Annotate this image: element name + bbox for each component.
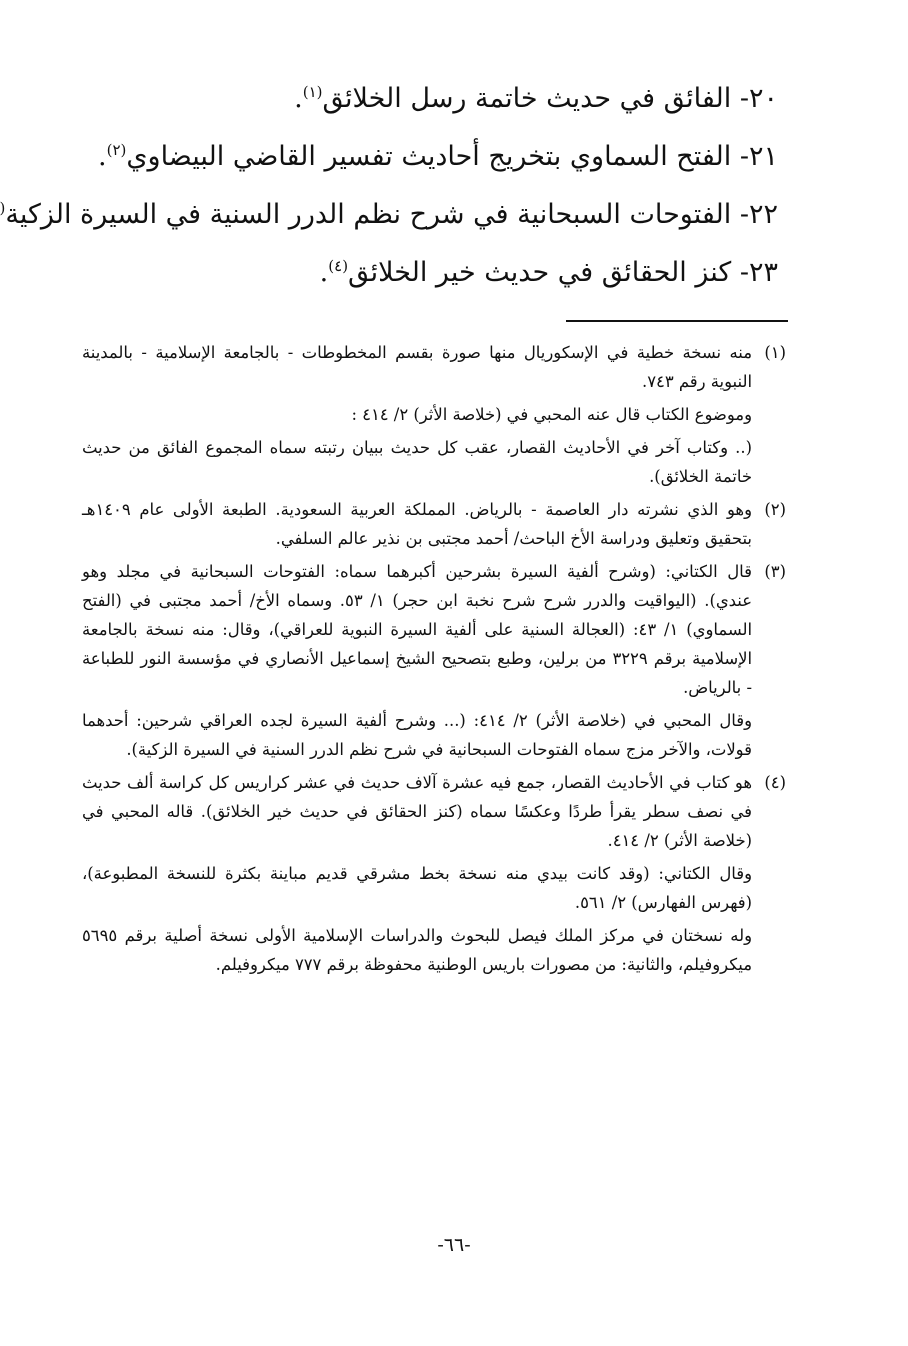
footnote-paragraph: وقال الكتاني: (وقد كانت بيدي منه نسخة بخط مشرقي قديم مباينة بكثرة للنسخة المطبوعة)، (فهرس الفهارس) ٢/ ٥٦١. bbox=[82, 864, 752, 912]
footnote-number: (٢) bbox=[764, 500, 786, 519]
footnote-number: (١) bbox=[764, 343, 786, 362]
footnote-separator bbox=[566, 320, 788, 322]
footnote-paragraph: هو كتاب في الأحاديث القصار، جمع فيه عشرة آلاف حديث في عشر كراريس كل كراسة ألف حديث في نصف سطر يقرأ طردًا وعكسًا سماه (كنز الحقائق في حديث خير الخلائق). قاله المحبي في (خلاصة الأثر) ٢/ ٤١٤. bbox=[82, 773, 752, 850]
footnote-paragraph: وله نسختان في مركز الملك فيصل للبحوث والدراسات الإسلامية الأولى نسخة أصلية برقم ٥٦٩٥ ميكروفيلم، والثانية: من مصورات باريس الوطنية محفوظة برقم ٧٧٧ ميكروفيلم. bbox=[82, 926, 752, 974]
list-item: ٢٢- الفتوحات السبحانية في شرح نظم الدرر السنية في السيرة الزكية( bbox=[90, 186, 778, 244]
footnote-paragraph: وقال المحبي في (خلاصة الأثر) ٢/ ٤١٤: (... وشرح ألفية السيرة لجده العراقي شرحين: أحدهما قولات، والآخر مزج سماه الفتوحات السبحانية في شرح نظم الدرر السنية في السيرة الزكية). bbox=[82, 711, 752, 759]
footnote-1 bbox=[82, 338, 786, 491]
page-number: -٦٦- bbox=[437, 1234, 471, 1256]
list-item: ٢٣- كنز الحقائق في حديث خير الخلائق$^{(٤)}$. bbox=[319, 257, 778, 288]
footnote-paragraph: منه نسخة خطية في الإسكوريال منها صورة بقسم المخطوطات - بالجامعة الإسلامية - بالمدينة النبوية رقم ٧٤٣. bbox=[82, 343, 752, 391]
list-item: ٢٠- الفائق في حديث خاتمة رسل الخلائق$^{(١)}$. bbox=[294, 83, 778, 114]
footnote-2 bbox=[82, 495, 786, 553]
footnote-paragraph: وهو الذي نشرته دار العاصمة - بالرياض. المملكة العربية السعودية. الطبعة الأولى عام ١٤٠٩هـ بتحقيق وتعليق ودراسة الأخ الباحث/ أحمد مجتبى بن نذير عالم السلفي. bbox=[82, 500, 752, 548]
footnote-paragraph: قال الكتاني: (وشرح ألفية السيرة بشرحين أكبرهما سماه: الفتوحات السبحانية في مجلد وهو عندي). (اليواقيت والدرر شرح شرح نخبة ابن حجر) ١/ ٥٣. وسماه الأخ/ أحمد مجتبى في (الفتح السماوي) ١/ ٤٣: (العجالة السنية على ألفية السيرة النبوية للعراقي)، وقال: منه نسخة بالجامعة الإسلامية برقم ٣٢٢٩ من برلين، وطبع بتصحيح الشيخ إسماعيل الأنصاري في مؤسسة النور للطباعة - بالرياض. bbox=[82, 562, 753, 697]
footnote-number: (٤) bbox=[764, 773, 786, 792]
footnotes bbox=[82, 338, 786, 983]
footnote-ref: (٢) bbox=[106, 141, 127, 159]
footnote-ref: (١) bbox=[302, 83, 323, 101]
footnote-ref: ( bbox=[0, 199, 6, 217]
footnote-3 bbox=[82, 557, 786, 764]
footnote-number: (٣) bbox=[764, 562, 786, 581]
footnote-paragraph: (.. وكتاب آخر في الأحاديث القصار، عقب كل حديث ببيان رتبته سماه المجموع الفائق من حديث خاتمة الخلائق). bbox=[82, 438, 752, 486]
book-list bbox=[0, 70, 778, 302]
list-item: ٢١- الفتح السماوي بتخريج أحاديث تفسير القاضي البيضاوي$^{(٢)}$. bbox=[98, 141, 778, 172]
footnote-ref: (٤) bbox=[328, 257, 349, 275]
footnote-paragraph: وموضوع الكتاب قال عنه المحبي في (خلاصة الأثر) ٢/ ٤١٤ : bbox=[351, 405, 752, 424]
footnote-4 bbox=[82, 768, 786, 979]
